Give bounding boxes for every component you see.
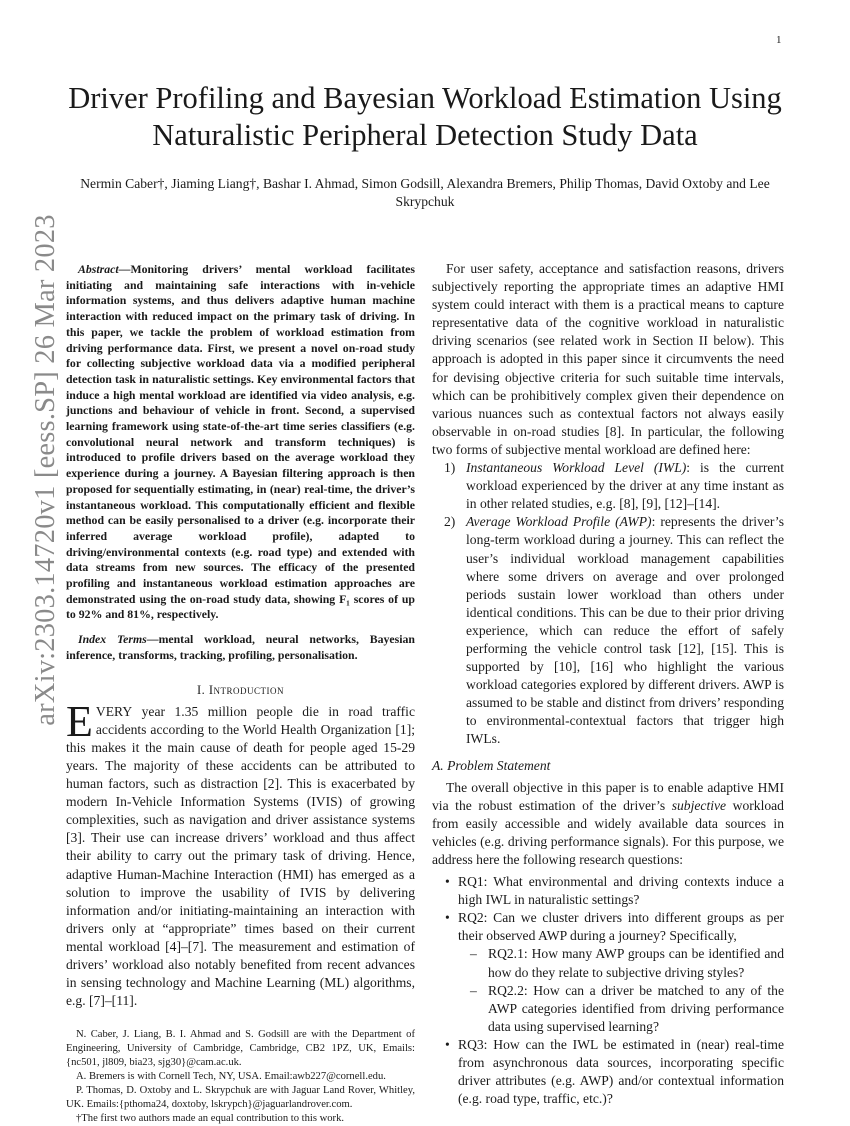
bullet-icon: •	[445, 874, 450, 890]
section-heading-introduction: I. Introduction	[196, 682, 285, 697]
workload-forms-list	[432, 459, 784, 749]
term-awp: Average Workload Profile (AWP)	[466, 514, 652, 530]
problem-text-end: workload from easily accessible and widely available data sources in vehicles (e.g. driving performance signals). For this purpose, we address here the following research questions:	[432, 797, 784, 867]
rq3-text: RQ3: How can the IWL be estimated in (near) real-time from asynchronous data sources, incorporating specific driver attributes (e.g. AWP) and/or contextual information (e.g. road type, traffic, etc.)?	[458, 1036, 784, 1107]
research-question-2-2	[458, 982, 784, 1036]
abstract	[66, 262, 415, 623]
rq1-text: RQ1: What environmental and driving contexts induce a high IWL in naturalistic settings?	[458, 874, 784, 908]
problem-statement-paragraph	[432, 779, 784, 869]
abstract-label: Abstract	[78, 262, 119, 276]
research-questions-list	[432, 873, 784, 1108]
footnotes	[66, 1022, 415, 1126]
list-number: 1)	[444, 460, 456, 476]
left-column	[66, 262, 415, 1126]
research-question-1	[432, 873, 784, 909]
paper-title: Driver Profiling and Bayesian Workload Estimation Using Naturalistic Peripheral Detection Study Data	[68, 81, 782, 152]
footnote-equal-contribution: †The first two authors made an equal contribution to this work.	[76, 1113, 345, 1125]
awp-definition: : represents the driver’s long-term workload during a journey. This can reflect the user’s individual workload management capabilities where some drivers on average and over prolonged periods sustain lower workload than others under identical conditions. This can be due to their prior driving experience, which can reduce the effort of safely performing the vehicle control task [12], [15]. This is supported by [10], [16] who highlight the various workload categories explored by different drivers. AWP is assumed to be stable and distinct from drivers’ responding to environmental-contextual factors that trigger high IWLs.	[466, 514, 785, 747]
index-terms	[66, 632, 415, 663]
emphasis-subjective: subjective	[671, 797, 727, 813]
subsection-heading-problem-statement: A. Problem Statement	[432, 757, 551, 773]
rq2-text: RQ2: Can we cluster drivers into different groups as per their observed AWP during a journey? Specifically,	[458, 910, 784, 944]
first-word: VERY	[95, 703, 133, 719]
list-item	[432, 513, 784, 748]
research-question-2	[432, 909, 784, 1036]
drop-cap: E	[66, 696, 93, 746]
motivation-paragraph: For user safety, acceptance and satisfaction reasons, drivers subjectively reporting the appropriate times an adaptive HMI system could interact with them is a practical means to capture representative data of the cognitive workload in naturalistic driving scenarios (see related work in Section II below). This approach is adopted in this paper since it circumvents the need for devising objective criteria for such suitable time intervals, which can be prohibitively complex given their dependence on various nuances such as contextual factors not always easily observable in on-road studies [8]. In particular, the following two forms of subjective mental workload are defined here:	[432, 261, 784, 457]
bullet-icon: •	[445, 910, 450, 926]
arxiv-stamp: arXiv:2303.14720v1 [eess.SP] 26 Mar 2023	[30, 214, 61, 726]
page-number: 1	[776, 34, 782, 46]
footnote-affiliation-jlr: P. Thomas, D. Oxtoby and L. Skrypchuk are with Jaguar Land Rover, Whitley, UK. Emails:{pthoma24, doxtoby, lskrypch}@jaguarlandrover.com.	[66, 1085, 415, 1111]
rq21-text: RQ2.1: How many AWP groups can be identified and how do they relate to subjective driving styles?	[488, 946, 784, 980]
list-item	[432, 459, 784, 513]
list-number: 2)	[444, 514, 456, 530]
right-column	[432, 260, 784, 1108]
research-question-3	[432, 1036, 784, 1108]
abstract-text: —Monitoring drivers’ mental workload facilitates initiating and maintaining safe interactions with in-vehicle information systems, and thus delivers adaptive human machine interaction with reduced impact on the primary task of driving. In this paper, we tackle the problem of workload estimation from driving performance data. First, we present a novel on-road study for collecting subjective workload data via a modified peripheral detection task in naturalistic settings. Key environmental factors that induce a high mental workload are identified via video analysis, e.g. junctions and behaviour of vehicle in front. Second, a supervised learning framework using state-of-the-art time series classifiers (e.g. convolutional neural network and transform techniques) is introduced to profile drivers based on the average workload they experience during a journey. A Bayesian filtering approach is then proposed for sequentially estimating, in (near) real-time, the driver’s instantaneous workload. This computationally efficient and flexible method can be easily personalised to a driver (e.g. incorporate their inferred average workload profile), adapted to driving/environmental contexts (e.g. road type) and extended with data streams from new sources. The efficacy of the presented profiling and instantaneous workload estimation approaches are demonstrated using the on-road study data, showing F₁ scores of up to 92% and 81%, respectively.	[66, 262, 415, 622]
rq22-text: RQ2.2: How can a driver be matched to any of the AWP categories identified from driving performance data using supervised learning?	[488, 982, 784, 1034]
footnote-affiliation-cambridge: N. Caber, J. Liang, B. I. Ahmad and S. Godsill are with the Department of Engineering, University of Cambridge, Cambridge, CB2 1PZ, UK, Emails: {nc501, jl809, bia23, sjg30}@cam.ac.uk.	[66, 1029, 415, 1069]
iwl-definition: : is the current workload experienced by the driver at any time instant as in other related studies, e.g. [8], [9], [12]–[14].	[466, 460, 784, 512]
index-terms-text: —mental workload, neural networks, Bayesian inference, transforms, tracking, profiling, personalisation.	[66, 632, 415, 662]
dash-icon: –	[470, 982, 477, 998]
introduction-text: year 1.35 million people die in road traffic accidents according to the World Health Organization [1]; this makes it the main cause of death for people aged 15-29 years. The majority of these accidents can be attributed to human factors, such as distraction [2]. This is exacerbated by modern In-Vehicle Information Systems (IVIS) of growing complexities, such as navigation and driver assistance systems [3]. Their use can increase drivers’ workload and thus affect their ability to carry out the primary task of driving. Hence, adaptive Human-Machine Interaction (HMI) has emerged as a solution to improve the usability of IVIS by delivering information and/or initiating-maintaining an interaction with drivers only at “appropriate” times based on their current mental workload [4]–[7]. The measurement and estimation of drivers’ workload also notably benefited from recent advances in sensing technology and Machine Learning (ML) algorithms, e.g. [7]–[11].	[66, 703, 415, 1009]
term-iwl: Instantaneous Workload Level (IWL)	[466, 460, 687, 476]
introduction-paragraph	[66, 696, 415, 1011]
research-question-2-subitems	[458, 945, 784, 1035]
research-question-2-1	[458, 945, 784, 981]
problem-text-start: The overall objective in this paper is to enable adaptive HMI via the robust estimation of the driver’s	[432, 779, 784, 813]
author-list: Nermin Caber†, Jiaming Liang†, Bashar I. Ahmad, Simon Godsill, Alexandra Bremers, Philip Thomas, David Oxtoby and Lee Skrypchuk	[80, 176, 770, 209]
dash-icon: –	[470, 946, 477, 962]
footnote-affiliation-cornell: A. Bremers is with Cornell Tech, NY, USA. Email:awb227@cornell.edu.	[76, 1071, 386, 1083]
index-terms-label: Index Terms	[78, 632, 147, 647]
bullet-icon: •	[445, 1036, 450, 1052]
